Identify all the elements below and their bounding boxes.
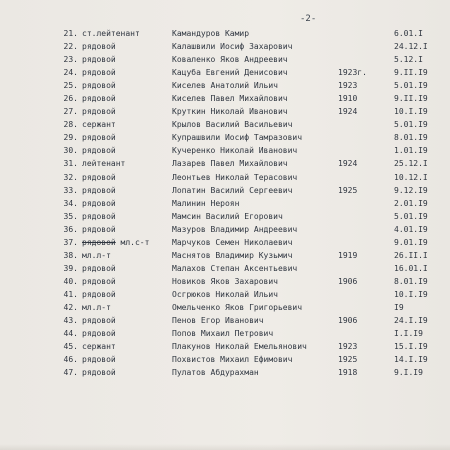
record-rank: сержант — [82, 120, 116, 130]
record-name: Мазуров Владимир Андреевич — [172, 224, 298, 234]
record-rank: рядовой — [82, 81, 116, 91]
record-date: 1.01.I9 — [394, 146, 428, 156]
record-date: 26.II.I — [394, 250, 428, 260]
record-date: 10.I.I9 — [394, 107, 428, 117]
record-date: 9.12.I9 — [394, 185, 428, 195]
list-item — [0, 288, 450, 301]
record-rank: рядовой — [82, 107, 116, 117]
record-rank: рядовой — [82, 172, 116, 182]
record-number: 23. — [63, 55, 78, 65]
record-name: Марчуков Семен Николаевич — [172, 237, 293, 247]
list-item — [0, 275, 450, 288]
record-number: 44. — [63, 329, 78, 339]
record-birth-year: 1924 — [338, 159, 358, 169]
record-date: 2.01.I9 — [394, 198, 428, 208]
list-item — [0, 197, 450, 210]
list-item — [0, 340, 450, 353]
record-rank: рядовой — [82, 316, 116, 326]
record-birth-year: 1925 — [338, 355, 358, 365]
record-rank: ст.лейтенант — [82, 29, 140, 38]
record-name: Похвистов Михаил Ефимович — [172, 355, 293, 365]
records-list — [0, 27, 450, 379]
record-rank: рядовой — [82, 55, 116, 65]
list-item — [0, 314, 450, 327]
record-name: Осгрюков Николай Ильич — [172, 289, 278, 299]
list-item — [0, 171, 450, 184]
record-number: 29. — [63, 133, 78, 143]
record-birth-year: 1923г. — [338, 68, 367, 78]
record-number: 39. — [63, 263, 78, 273]
record-birth-year: 1923 — [338, 81, 358, 91]
record-rank: рядовой — [82, 42, 116, 52]
record-date: 9.I.I9 — [394, 368, 423, 378]
list-item — [0, 236, 450, 249]
record-number: 25. — [63, 81, 78, 91]
record-birth-year: 1906 — [338, 316, 358, 326]
record-name: Леонтьев Николай Терасович — [172, 172, 298, 182]
record-number: 35. — [63, 211, 78, 221]
list-item — [0, 210, 450, 223]
record-birth-year: 1918 — [338, 368, 358, 378]
list-item — [0, 262, 450, 275]
record-date: 8.01.I9 — [394, 133, 428, 143]
record-rank: рядовой — [82, 224, 116, 234]
record-birth-year: 1923 — [338, 342, 358, 352]
record-rank: рядовой мл.с-т — [82, 237, 150, 247]
list-item — [0, 27, 450, 40]
record-name: Камандуров Камир — [172, 29, 250, 38]
record-date: 5.01.I9 — [394, 120, 428, 130]
record-date: I9 — [394, 302, 404, 312]
record-number: 42. — [63, 302, 78, 312]
record-number: 21. — [63, 29, 78, 38]
record-date: 4.01.I9 — [394, 224, 428, 234]
record-date: 16.01.I — [394, 263, 428, 273]
record-date: 8.01.I9 — [394, 276, 428, 286]
record-date: 24.I.I9 — [394, 316, 428, 326]
record-number: 46. — [63, 355, 78, 365]
record-date: I.I.I9 — [394, 329, 423, 339]
record-rank: сержант — [82, 342, 116, 352]
record-name: Плакунов Николай Емельянович — [172, 342, 307, 352]
record-name: Коваленко Яков Андреевич — [172, 55, 288, 65]
record-rank: рядовой — [82, 94, 116, 104]
record-number: 28. — [63, 120, 78, 130]
list-item — [0, 40, 450, 53]
record-name: Лопатин Василий Сергеевич — [172, 185, 293, 195]
record-name: Пулатов Абдурахман — [172, 368, 259, 378]
page-number: -2- — [300, 14, 317, 24]
record-date: 5.12.I — [394, 55, 423, 65]
record-date: 9.01.I9 — [394, 237, 428, 247]
list-item — [0, 157, 450, 170]
record-date: 10.12.I — [394, 172, 428, 182]
list-item — [0, 131, 450, 144]
record-number: 43. — [63, 316, 78, 326]
record-date: 14.I.I9 — [394, 355, 428, 365]
list-item — [0, 118, 450, 131]
paper-fold-shadow — [0, 444, 450, 450]
record-number: 30. — [63, 146, 78, 156]
record-date: 6.01.I — [394, 29, 423, 38]
record-date: 9.II.I9 — [394, 94, 428, 104]
record-birth-year: 1906 — [338, 276, 358, 286]
record-name: Киселев Анатолий Ильич — [172, 81, 278, 91]
record-rank: мл.л-т — [82, 302, 111, 312]
list-item — [0, 366, 450, 379]
record-rank: лейтенант — [82, 159, 126, 169]
record-number: 27. — [63, 107, 78, 117]
record-rank: рядовой — [82, 198, 116, 208]
record-date: 10.I.I9 — [394, 289, 428, 299]
list-item — [0, 249, 450, 262]
list-item — [0, 144, 450, 157]
list-item — [0, 53, 450, 66]
record-rank: рядовой — [82, 146, 116, 156]
record-name: Маснятов Владимир Кузьмич — [172, 250, 293, 260]
record-number: 37. — [63, 237, 78, 247]
record-name: Попов Михаил Петрович — [172, 329, 274, 339]
record-rank: рядовой — [82, 289, 116, 299]
record-date: 24.12.I — [394, 42, 428, 52]
record-number: 33. — [63, 185, 78, 195]
record-name: Киселев Павел Михайлович — [172, 94, 288, 104]
record-rank: рядовой — [82, 329, 116, 339]
record-name: Пенов Егор Иванович — [172, 316, 264, 326]
record-number: 40. — [63, 276, 78, 286]
record-name: Крылов Василий Васильевич — [172, 120, 293, 130]
list-item — [0, 92, 450, 105]
list-item — [0, 184, 450, 197]
record-rank: рядовой — [82, 368, 116, 378]
record-name: Кацуба Евгений Денисович — [172, 68, 288, 78]
list-item — [0, 105, 450, 118]
record-birth-year: 1919 — [338, 250, 358, 260]
record-name: Купрашвили Иосиф Тамразович — [172, 133, 303, 143]
record-number: 36. — [63, 224, 78, 234]
record-name: Круткин Николай Иванович — [172, 107, 288, 117]
record-name: Мамсин Василий Егорович — [172, 211, 283, 221]
record-rank: рядовой — [82, 276, 116, 286]
list-item — [0, 327, 450, 340]
record-name: Малинин Нероян — [172, 198, 240, 208]
record-number: 45. — [63, 342, 78, 352]
record-name: Кучеренко Николай Иванович — [172, 146, 298, 156]
record-number: 24. — [63, 68, 78, 78]
record-rank: рядовой — [82, 263, 116, 273]
record-rank: рядовой — [82, 68, 116, 78]
record-birth-year: 1910 — [338, 94, 358, 104]
list-item — [0, 79, 450, 92]
record-date: 5.01.I9 — [394, 81, 428, 91]
record-number: 32. — [63, 172, 78, 182]
record-birth-year: 1925 — [338, 185, 358, 195]
record-birth-year: 1924 — [338, 107, 358, 117]
record-rank: мл.л-т — [82, 250, 111, 260]
record-rank: рядовой — [82, 185, 116, 195]
record-number: 22. — [63, 42, 78, 52]
list-item — [0, 223, 450, 236]
record-number: 41. — [63, 289, 78, 299]
record-date: 5.01.I9 — [394, 211, 428, 221]
record-rank: рядовой — [82, 211, 116, 221]
record-number: 26. — [63, 94, 78, 104]
record-rank: рядовой — [82, 133, 116, 143]
record-date: 9.II.I9 — [394, 68, 428, 78]
record-name: Омельченко Яков Григорьевич — [172, 302, 303, 312]
record-name: Новиков Яков Захарович — [172, 276, 278, 286]
record-name: Калашвили Иосиф Захарович — [172, 42, 293, 52]
list-item — [0, 66, 450, 79]
record-date: 15.I.I9 — [394, 342, 428, 352]
record-number: 31. — [63, 159, 78, 169]
record-name: Лазарев Павел Михайлович — [172, 159, 288, 169]
record-name: Малахов Степан Аксентьевич — [172, 263, 298, 273]
record-date: 25.12.I — [394, 159, 428, 169]
record-rank: рядовой — [82, 355, 116, 365]
record-number: 34. — [63, 198, 78, 208]
list-item — [0, 353, 450, 366]
record-number: 38. — [63, 250, 78, 260]
list-item — [0, 301, 450, 314]
record-number: 47. — [63, 368, 78, 378]
